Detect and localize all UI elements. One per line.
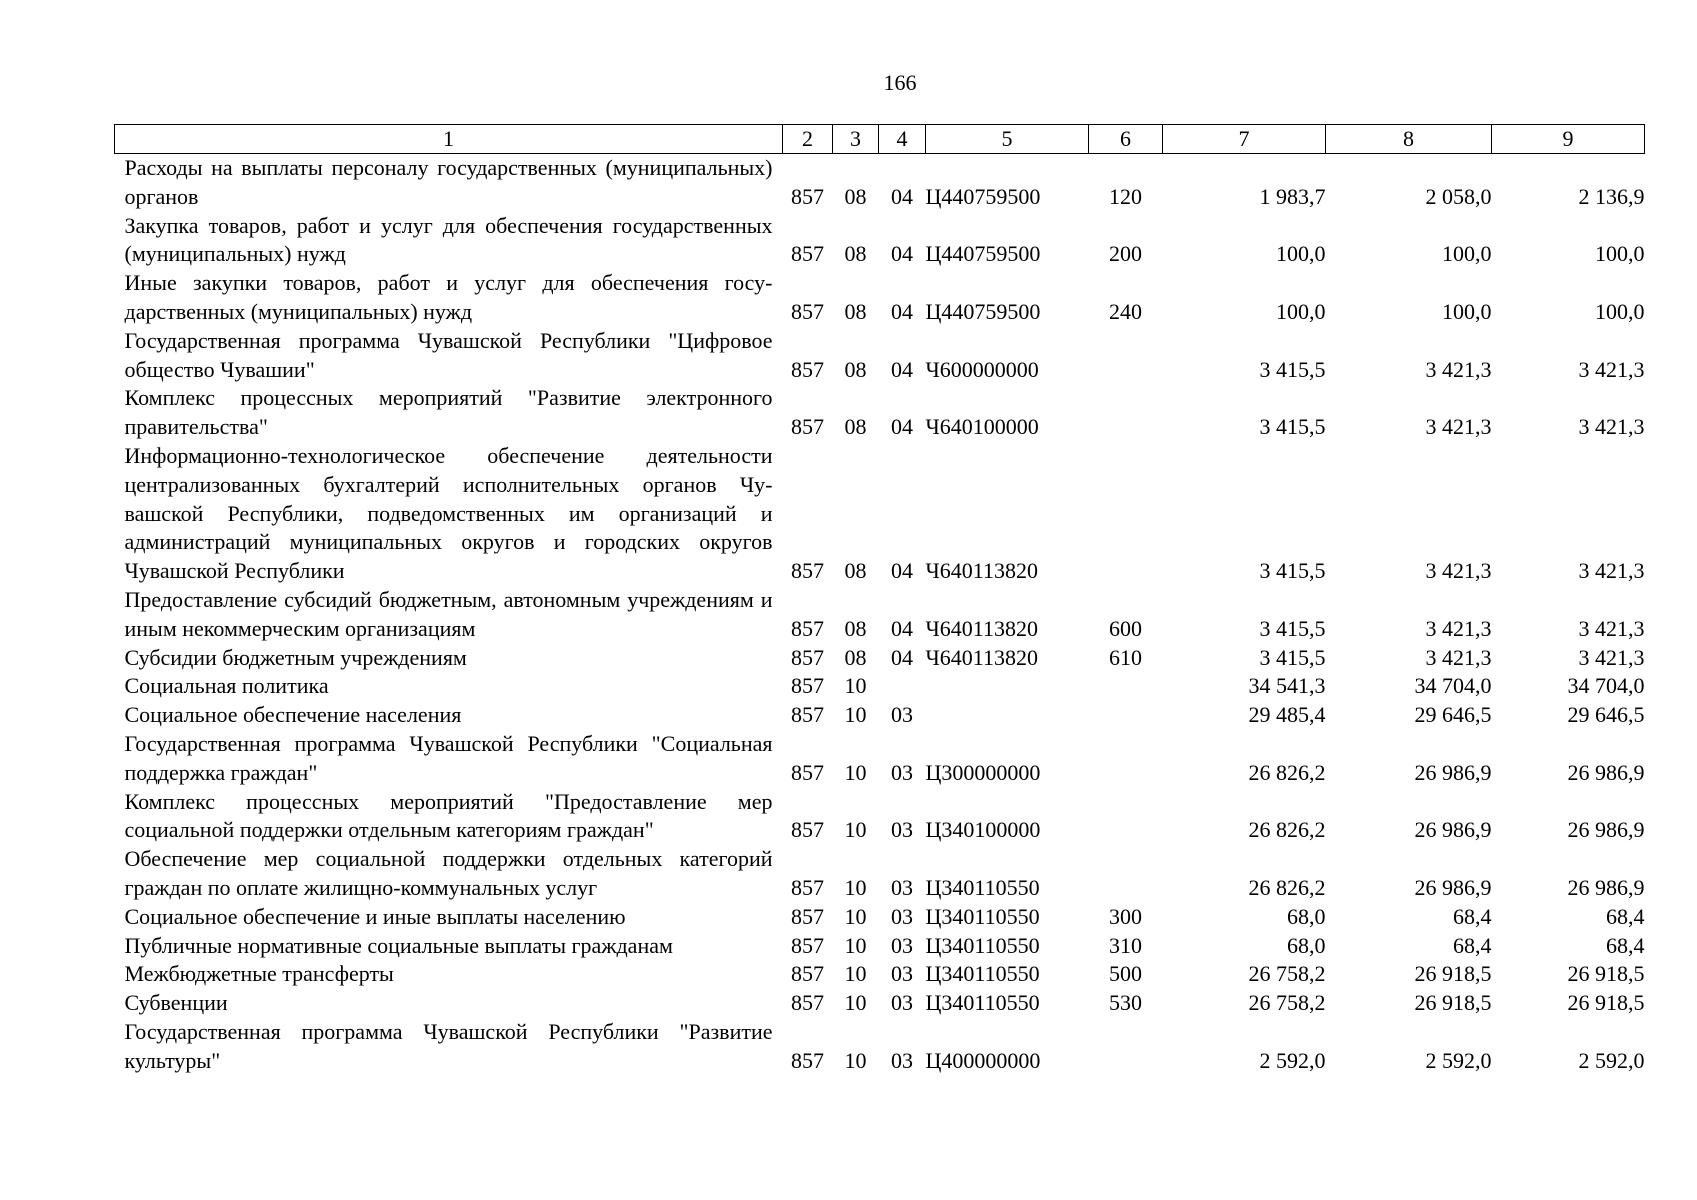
table-row bbox=[115, 586, 1645, 644]
table-row bbox=[115, 845, 1645, 903]
cell-col-5: Ч640113820 bbox=[925, 615, 1038, 641]
table-row bbox=[115, 212, 1645, 270]
cell-col-2: 857 bbox=[791, 558, 824, 584]
table-row bbox=[115, 384, 1645, 442]
cell-col-5: Ц340110550 bbox=[925, 903, 1040, 929]
cell-col-4: 03 bbox=[891, 817, 913, 843]
row-name: Информационно-технологическое обеспечение деятельности централизованных бухгалтерий исполнительных органов Чувашской Республики, подведомственных им организаций и администраций муниципальных округов и городских округов Чувашской Республики bbox=[124, 442, 773, 584]
cell-col-4: 03 bbox=[891, 702, 913, 728]
cell-col-2: 857 bbox=[791, 932, 824, 958]
cell-col-5: Ч640113820 bbox=[925, 558, 1038, 584]
column-header-9: 9 bbox=[1492, 125, 1645, 154]
cell-col-6: 530 bbox=[1109, 990, 1142, 1016]
column-header-2: 2 bbox=[783, 125, 833, 154]
row-name: Публичные нормативные социальные выплаты гражданам bbox=[124, 932, 673, 958]
cell-col-3: 10 bbox=[844, 990, 867, 1016]
cell-col-2: 857 bbox=[791, 356, 824, 382]
cell-col-8: 3 421,3 bbox=[1425, 615, 1492, 641]
cell-col-2: 857 bbox=[791, 644, 824, 670]
cell-col-7: 26 758,2 bbox=[1248, 961, 1326, 987]
table-row bbox=[115, 269, 1645, 327]
cell-col-6 bbox=[1089, 442, 1163, 586]
cell-col-5: Ц340110550 bbox=[925, 874, 1040, 900]
row-name: Государственная программа Чувашской Республики "Социальная поддержка граждан" bbox=[124, 730, 773, 785]
cell-col-7: 3 415,5 bbox=[1259, 644, 1326, 670]
cell-col-3: 08 bbox=[844, 298, 867, 324]
cell-col-9: 3 421,3 bbox=[1578, 615, 1645, 641]
row-name: Обеспечение мер социальной поддержки отдельных категорий граждан по оплате жилищно-коммунальных услуг bbox=[124, 846, 773, 900]
row-name: Комплекс процессных мероприятий "Предоставление мер социальной поддержки отдельным категориям граждан" bbox=[124, 788, 773, 843]
cell-col-3: 10 bbox=[844, 961, 867, 987]
cell-col-5: Ч640100000 bbox=[925, 414, 1039, 440]
cell-col-3: 10 bbox=[844, 903, 867, 929]
cell-col-4: 04 bbox=[891, 241, 913, 267]
cell-col-3: 10 bbox=[844, 932, 867, 958]
table-row bbox=[115, 154, 1645, 212]
cell-col-5: Ц340110550 bbox=[925, 961, 1040, 987]
cell-col-2: 857 bbox=[791, 673, 824, 699]
cell-col-2: 857 bbox=[791, 183, 824, 209]
row-name: Социальное обеспечение и иные выплаты населению bbox=[124, 903, 626, 929]
cell-col-8: 3 421,3 bbox=[1425, 414, 1492, 440]
cell-col-7: 3 415,5 bbox=[1259, 615, 1326, 641]
cell-col-5 bbox=[926, 701, 1089, 730]
cell-col-3: 10 bbox=[844, 817, 867, 843]
cell-col-3: 08 bbox=[844, 558, 867, 584]
cell-col-3: 10 bbox=[844, 673, 867, 699]
cell-col-9: 26 918,5 bbox=[1567, 990, 1645, 1016]
cell-col-3: 10 bbox=[844, 702, 867, 728]
column-header-7: 7 bbox=[1163, 125, 1326, 154]
cell-col-6 bbox=[1089, 327, 1163, 385]
cell-col-5: Ц300000000 bbox=[925, 759, 1041, 785]
cell-col-3: 10 bbox=[844, 759, 867, 785]
table-row bbox=[115, 701, 1645, 730]
column-header-8: 8 bbox=[1326, 125, 1492, 154]
cell-col-6 bbox=[1089, 730, 1163, 788]
cell-col-6 bbox=[1089, 845, 1163, 903]
row-name: Государственная программа Чувашской Республики "Развитие культуры" bbox=[124, 1018, 773, 1073]
row-name: Субвенции bbox=[124, 990, 228, 1016]
row-name: Расходы на выплаты персоналу государственных (муниципальных) органов bbox=[124, 155, 773, 209]
cell-col-2: 857 bbox=[791, 414, 824, 440]
cell-col-8: 26 918,5 bbox=[1414, 961, 1492, 987]
cell-col-5 bbox=[926, 672, 1089, 701]
cell-col-5: Ц400000000 bbox=[925, 1047, 1041, 1073]
cell-col-9: 3 421,3 bbox=[1578, 356, 1645, 382]
table-row bbox=[115, 730, 1645, 788]
cell-col-2: 857 bbox=[791, 1047, 824, 1073]
cell-col-2: 857 bbox=[791, 241, 824, 267]
column-header-4: 4 bbox=[879, 125, 926, 154]
column-header-5: 5 bbox=[926, 125, 1089, 154]
cell-col-4: 04 bbox=[891, 414, 913, 440]
cell-col-5: Ц340100000 bbox=[925, 817, 1041, 843]
cell-col-3: 10 bbox=[844, 874, 867, 900]
cell-col-7: 1 983,7 bbox=[1259, 183, 1326, 209]
cell-col-8: 100,0 bbox=[1442, 241, 1492, 267]
cell-col-7: 26 826,2 bbox=[1248, 874, 1326, 900]
cell-col-7: 100,0 bbox=[1276, 298, 1326, 324]
cell-col-3: 08 bbox=[844, 241, 867, 267]
cell-col-7: 2 592,0 bbox=[1259, 1047, 1326, 1073]
cell-col-2: 857 bbox=[791, 615, 824, 641]
cell-col-4: 04 bbox=[891, 615, 913, 641]
cell-col-8: 26 986,9 bbox=[1414, 874, 1492, 900]
cell-col-8: 29 646,5 bbox=[1414, 702, 1492, 728]
cell-col-5: Ч600000000 bbox=[925, 356, 1039, 382]
cell-col-4: 04 bbox=[891, 558, 913, 584]
cell-col-6: 200 bbox=[1109, 241, 1142, 267]
cell-col-7: 3 415,5 bbox=[1259, 356, 1326, 382]
cell-col-7: 26 826,2 bbox=[1248, 817, 1326, 843]
table-row bbox=[115, 903, 1645, 932]
cell-col-6: 600 bbox=[1109, 615, 1142, 641]
cell-col-7: 100,0 bbox=[1276, 241, 1326, 267]
cell-col-4: 03 bbox=[891, 903, 913, 929]
row-name: Межбюджетные трансферты bbox=[124, 961, 394, 987]
cell-col-6 bbox=[1089, 1018, 1163, 1076]
cell-col-2: 857 bbox=[791, 874, 824, 900]
cell-col-2: 857 bbox=[791, 702, 824, 728]
cell-col-9: 2 136,9 bbox=[1578, 183, 1645, 209]
row-name: Субсидии бюджетным учреждениям bbox=[124, 644, 467, 670]
row-name: Комплекс процессных мероприятий "Развитие электронного правительства" bbox=[124, 385, 773, 440]
cell-col-8: 3 421,3 bbox=[1425, 356, 1492, 382]
cell-col-5: Ц440759500 bbox=[925, 298, 1041, 324]
table-row bbox=[115, 644, 1645, 673]
cell-col-6: 500 bbox=[1109, 961, 1142, 987]
cell-col-8: 100,0 bbox=[1442, 298, 1492, 324]
row-name: Социальная политика bbox=[124, 673, 329, 699]
row-name: Социальное обеспечение населения bbox=[124, 702, 462, 728]
cell-col-6 bbox=[1089, 384, 1163, 442]
cell-col-9: 3 421,3 bbox=[1578, 644, 1645, 670]
column-header-3: 3 bbox=[833, 125, 879, 154]
cell-col-4: 03 bbox=[891, 990, 913, 1016]
cell-col-9: 34 704,0 bbox=[1567, 673, 1645, 699]
cell-col-7: 34 541,3 bbox=[1248, 673, 1326, 699]
cell-col-3: 08 bbox=[844, 615, 867, 641]
header-row bbox=[115, 125, 1645, 154]
cell-col-4: 04 bbox=[891, 644, 913, 670]
cell-col-9: 68,4 bbox=[1606, 903, 1645, 929]
cell-col-2: 857 bbox=[791, 759, 824, 785]
cell-col-2: 857 bbox=[791, 903, 824, 929]
cell-col-2: 857 bbox=[791, 961, 824, 987]
cell-col-9: 68,4 bbox=[1606, 932, 1645, 958]
cell-col-4: 03 bbox=[891, 1047, 913, 1073]
cell-col-9: 2 592,0 bbox=[1578, 1047, 1645, 1073]
cell-col-7: 3 415,5 bbox=[1259, 414, 1326, 440]
cell-col-8: 34 704,0 bbox=[1414, 673, 1492, 699]
cell-col-8: 2 592,0 bbox=[1425, 1047, 1492, 1073]
cell-col-4: 03 bbox=[891, 759, 913, 785]
cell-col-8: 26 986,9 bbox=[1414, 817, 1492, 843]
cell-col-4: 04 bbox=[891, 183, 913, 209]
cell-col-6: 120 bbox=[1109, 183, 1142, 209]
cell-col-3: 08 bbox=[844, 183, 867, 209]
cell-col-8: 2 058,0 bbox=[1425, 183, 1492, 209]
cell-col-3: 08 bbox=[844, 414, 867, 440]
page-number: 166 bbox=[883, 70, 917, 95]
cell-col-6: 300 bbox=[1109, 903, 1142, 929]
cell-col-4: 03 bbox=[891, 961, 913, 987]
cell-col-9: 26 986,9 bbox=[1567, 759, 1645, 785]
cell-col-5: Ц340110550 bbox=[925, 932, 1040, 958]
row-name: Государственная программа Чувашской Республики "Цифровое общество Чувашии" bbox=[124, 327, 773, 382]
cell-col-7: 68,0 bbox=[1287, 932, 1326, 958]
cell-col-4: 03 bbox=[891, 932, 913, 958]
cell-col-6 bbox=[1089, 672, 1163, 701]
row-name: Иные закупки товаров, работ и услуг для обеспечения государственных (муниципальных) нужд bbox=[124, 270, 773, 324]
cell-col-6 bbox=[1089, 701, 1163, 730]
cell-col-6: 310 bbox=[1109, 932, 1142, 958]
cell-col-5: Ч640113820 bbox=[925, 644, 1038, 670]
cell-col-4 bbox=[879, 672, 926, 701]
cell-col-5: Ц440759500 bbox=[925, 241, 1041, 267]
cell-col-8: 68,4 bbox=[1453, 932, 1492, 958]
cell-col-7: 26 758,2 bbox=[1248, 990, 1326, 1016]
table-header bbox=[115, 125, 1645, 154]
cell-col-2: 857 bbox=[791, 990, 824, 1016]
table-body bbox=[115, 154, 1645, 1076]
cell-col-4: 04 bbox=[891, 298, 913, 324]
cell-col-6: 240 bbox=[1109, 298, 1142, 324]
cell-col-9: 100,0 bbox=[1595, 298, 1645, 324]
cell-col-7: 29 485,4 bbox=[1248, 702, 1326, 728]
cell-col-9: 100,0 bbox=[1595, 241, 1645, 267]
cell-col-5: Ц340110550 bbox=[925, 990, 1040, 1016]
cell-col-9: 3 421,3 bbox=[1578, 414, 1645, 440]
cell-col-6 bbox=[1089, 788, 1163, 846]
cell-col-9: 26 986,9 bbox=[1567, 817, 1645, 843]
row-name: Предоставление субсидий бюджетным, автономным учреждениям и иным некоммерческим организациям bbox=[124, 586, 773, 641]
cell-col-8: 26 918,5 bbox=[1414, 990, 1492, 1016]
table-row bbox=[115, 442, 1645, 586]
cell-col-5: Ц440759500 bbox=[925, 183, 1041, 209]
table-row bbox=[115, 672, 1645, 701]
cell-col-2: 857 bbox=[791, 298, 824, 324]
cell-col-9: 29 646,5 bbox=[1567, 702, 1645, 728]
cell-col-3: 10 bbox=[844, 1047, 867, 1073]
cell-col-8: 3 421,3 bbox=[1425, 558, 1492, 584]
budget-table bbox=[114, 124, 1645, 1076]
column-header-1: 1 bbox=[115, 125, 783, 154]
cell-col-7: 68,0 bbox=[1287, 903, 1326, 929]
cell-col-8: 26 986,9 bbox=[1414, 759, 1492, 785]
cell-col-9: 3 421,3 bbox=[1578, 558, 1645, 584]
cell-col-2: 857 bbox=[791, 817, 824, 843]
cell-col-8: 3 421,3 bbox=[1425, 644, 1492, 670]
cell-col-9: 26 986,9 bbox=[1567, 874, 1645, 900]
cell-col-9: 26 918,5 bbox=[1567, 961, 1645, 987]
table-row bbox=[115, 1018, 1645, 1076]
row-name: Закупка товаров, работ и услуг для обеспечения государственных (муниципальных) нужд bbox=[124, 212, 773, 267]
cell-col-6: 610 bbox=[1109, 644, 1142, 670]
table-row bbox=[115, 989, 1645, 1018]
table-row bbox=[115, 788, 1645, 846]
table-row bbox=[115, 960, 1645, 989]
table-row bbox=[115, 932, 1645, 961]
cell-col-3: 08 bbox=[844, 356, 867, 382]
table-row bbox=[115, 327, 1645, 385]
cell-col-8: 68,4 bbox=[1453, 903, 1492, 929]
cell-col-7: 3 415,5 bbox=[1259, 558, 1326, 584]
column-header-6: 6 bbox=[1089, 125, 1163, 154]
cell-col-3: 08 bbox=[844, 644, 867, 670]
cell-col-7: 26 826,2 bbox=[1248, 759, 1326, 785]
cell-col-4: 03 bbox=[891, 874, 913, 900]
cell-col-4: 04 bbox=[891, 356, 913, 382]
